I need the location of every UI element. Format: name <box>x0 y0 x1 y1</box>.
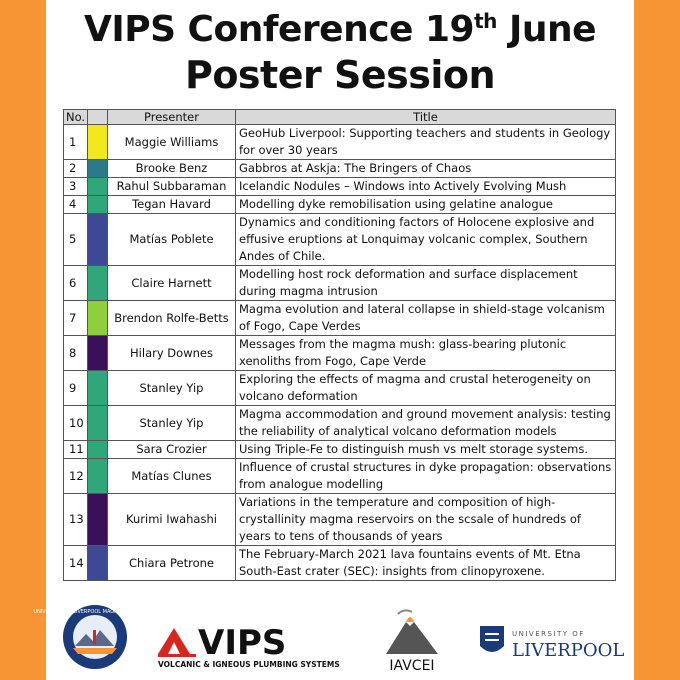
left-orange-border <box>0 0 46 680</box>
table-row <box>64 406 616 441</box>
table-row <box>64 214 616 266</box>
row-presenter: Maggie Williams <box>108 125 236 160</box>
row-number: 4 <box>64 196 88 214</box>
row-title: Variations in the temperature and composition of high-crystallinity magma reservoirs on the scsale of hundreds of years to tens of thousands of years <box>236 494 616 546</box>
conference-title: VIPS Conference 19th June <box>83 9 597 50</box>
row-color-swatch <box>88 125 108 160</box>
table-row <box>64 546 616 581</box>
vips-logo <box>152 614 352 670</box>
university-of-liverpool-logo <box>476 616 626 670</box>
row-color-swatch <box>88 336 108 371</box>
row-color-swatch <box>88 459 108 494</box>
row-color-swatch <box>88 196 108 214</box>
row-color-swatch <box>88 301 108 336</box>
row-number: 14 <box>64 546 88 581</box>
row-color-swatch <box>88 546 108 581</box>
right-orange-border <box>634 0 680 680</box>
header-no: No. <box>64 110 88 125</box>
seal-text: UNIVERSITY OF LIVERPOOL MAGMA LABORATORY <box>33 609 157 615</box>
table-row <box>64 459 616 494</box>
row-presenter: Stanley Yip <box>108 371 236 406</box>
row-presenter: Chiara Petrone <box>108 546 236 581</box>
row-presenter: Brendon Rolfe-Betts <box>108 301 236 336</box>
table-row <box>64 266 616 301</box>
row-presenter: Tegan Havard <box>108 196 236 214</box>
row-title: Modelling dyke remobilisation using gelatine analogue <box>236 196 616 214</box>
row-color-swatch <box>88 214 108 266</box>
table-row <box>64 441 616 459</box>
table-row <box>64 125 616 160</box>
row-number: 6 <box>64 266 88 301</box>
row-title: Icelandic Nodules – Windows into Actively Evolving Mush <box>236 178 616 196</box>
row-title: Magma accommodation and ground movement analysis: testing the reliability of analytical volcano deformation models <box>236 406 616 441</box>
iavcei-text: IAVCEI <box>389 658 435 674</box>
row-presenter: Kurimi Iwahashi <box>108 494 236 546</box>
row-number: 12 <box>64 459 88 494</box>
row-number: 7 <box>64 301 88 336</box>
row-title: Dynamics and conditioning factors of Holocene explosive and effusive eruptions at Lonquimay volcanic complex, Southern Andes of Chile. <box>236 214 616 266</box>
row-presenter: Hilary Downes <box>108 336 236 371</box>
row-color-swatch <box>88 494 108 546</box>
uol-big-text: LIVERPOOL <box>512 640 625 661</box>
row-color-swatch <box>88 178 108 196</box>
vips-subtitle: VOLCANIC & IGNEOUS PLUMBING SYSTEMS <box>158 660 340 669</box>
table-header-row <box>64 110 616 125</box>
session-title: Poster Session <box>184 53 496 97</box>
liverpool-magma-lab-seal <box>33 604 157 674</box>
uol-small-text: UNIVERSITY OF <box>512 630 585 638</box>
poster-schedule-table <box>63 109 616 581</box>
row-number: 1 <box>64 125 88 160</box>
header-presenter: Presenter <box>108 110 236 125</box>
row-title: The February-March 2021 lava fountains events of Mt. Etna South-East crater (SEC): insights from clinopyroxene. <box>236 546 616 581</box>
table-row <box>64 371 616 406</box>
row-number: 13 <box>64 494 88 546</box>
row-title: Using Triple-Fe to distinguish mush vs melt storage systems. <box>236 441 616 459</box>
row-number: 3 <box>64 178 88 196</box>
row-number: 9 <box>64 371 88 406</box>
table-row <box>64 196 616 214</box>
row-title: GeoHub Liverpool: Supporting teachers and students in Geology for over 30 years <box>236 125 616 160</box>
row-presenter: Matías Clunes <box>108 459 236 494</box>
row-number: 11 <box>64 441 88 459</box>
header-color <box>88 110 108 125</box>
row-presenter: Sara Crozier <box>108 441 236 459</box>
row-presenter: Stanley Yip <box>108 406 236 441</box>
row-number: 8 <box>64 336 88 371</box>
row-color-swatch <box>88 160 108 178</box>
row-number: 2 <box>64 160 88 178</box>
row-color-swatch <box>88 266 108 301</box>
row-title: Magma evolution and lateral collapse in shield-stage volcanism of Fogo, Cape Verdes <box>236 301 616 336</box>
row-title: Gabbros at Askja: The Bringers of Chaos <box>236 160 616 178</box>
row-presenter: Brooke Benz <box>108 160 236 178</box>
row-presenter: Matías Poblete <box>108 214 236 266</box>
row-color-swatch <box>88 371 108 406</box>
table-row <box>64 160 616 178</box>
row-presenter: Claire Harnett <box>108 266 236 301</box>
row-title: Exploring the effects of magma and crustal heterogeneity on volcano deformation <box>236 371 616 406</box>
row-color-swatch <box>88 441 108 459</box>
table-row <box>64 494 616 546</box>
row-number: 5 <box>64 214 88 266</box>
row-color-swatch <box>88 406 108 441</box>
table-row <box>64 301 616 336</box>
table-row <box>64 178 616 196</box>
row-title: Modelling host rock deformation and surface displacement during magma intrusion <box>236 266 616 301</box>
table-row <box>64 336 616 371</box>
row-title: Influence of crustal structures in dyke propagation: observations from analogue modelling <box>236 459 616 494</box>
logo-strip <box>33 600 634 680</box>
vips-wordmark: VIPS <box>198 623 287 663</box>
row-title: Messages from the magma mush: glass-bearing plutonic xenoliths from Fogo, Cape Verde <box>236 336 616 371</box>
row-presenter: Rahul Subbaraman <box>108 178 236 196</box>
row-number: 10 <box>64 406 88 441</box>
iavcei-logo <box>376 606 448 678</box>
header-title: Title <box>236 110 616 125</box>
